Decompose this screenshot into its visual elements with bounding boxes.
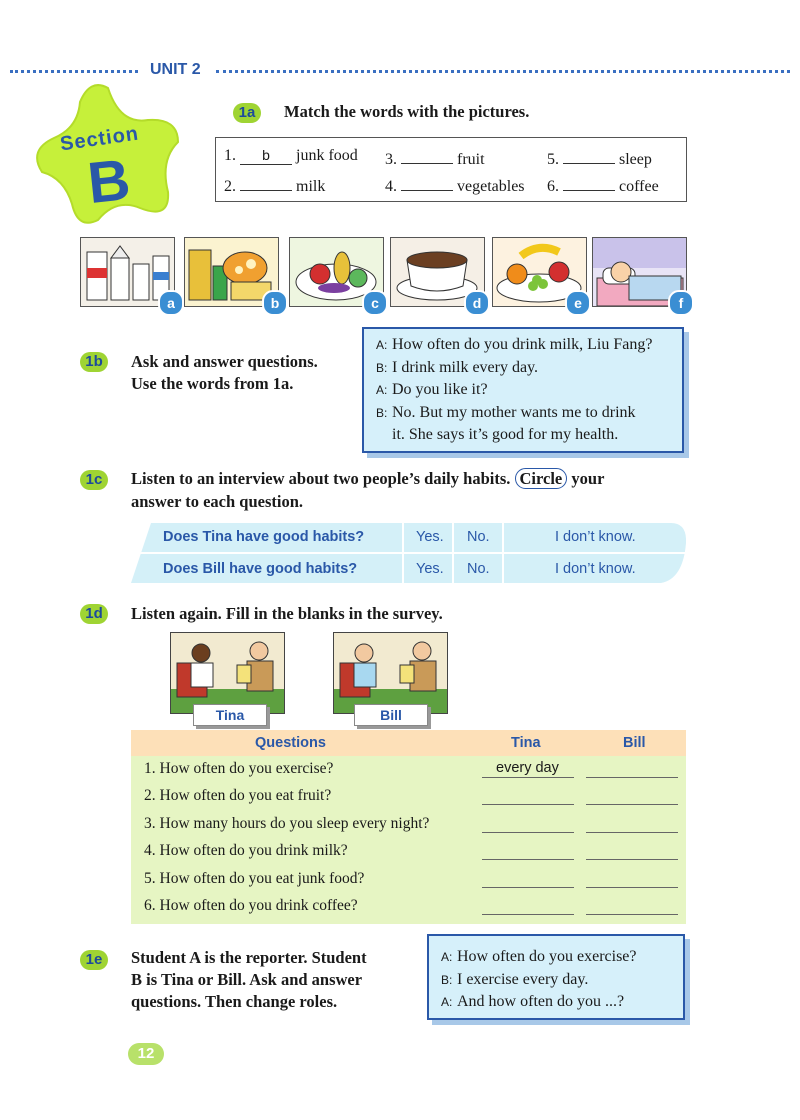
- survey-header-questions: Questions: [255, 735, 326, 751]
- survey-header-bill: Bill: [623, 735, 646, 751]
- survey-line-bill-5[interactable]: [586, 887, 678, 888]
- caption-bill: Bill: [354, 704, 428, 726]
- survey-question-5: 5. How often do you eat junk food?: [144, 870, 365, 887]
- match-blank-6[interactable]: [563, 174, 615, 191]
- match-item-2: 2. milk: [224, 174, 325, 196]
- survey-line-tina-1[interactable]: [482, 777, 574, 778]
- option-no-bill[interactable]: No.: [467, 561, 490, 577]
- habits-row-bill: [131, 555, 685, 584]
- picture-label-c: c: [362, 290, 388, 316]
- match-item-5: 5. sleep: [547, 147, 652, 169]
- survey-question-3: 3. How many hours do you sleep every night?: [144, 815, 430, 832]
- option-yes-tina[interactable]: Yes.: [416, 529, 444, 545]
- exercise-1b-instruction-1: Ask and answer questions.: [131, 352, 318, 371]
- survey-question-1: 1. How often do you exercise?: [144, 760, 334, 777]
- option-yes-bill[interactable]: Yes.: [416, 561, 444, 577]
- match-blank-2[interactable]: [240, 174, 292, 191]
- match-blank-1[interactable]: b: [240, 148, 292, 165]
- survey-line-tina-6[interactable]: [482, 914, 574, 915]
- survey-line-bill-3[interactable]: [586, 832, 678, 833]
- match-blank-4[interactable]: [401, 174, 453, 191]
- picture-bill-interview: [333, 632, 448, 714]
- exercise-1e-instruction-2: B is Tina or Bill. Ask and answer: [131, 970, 363, 989]
- exercise-1b-badge: 1b: [80, 352, 108, 372]
- exercise-1c-instruction-2: answer to each question.: [131, 492, 304, 511]
- section-word: Section: [58, 122, 141, 156]
- tina-interview-icon: [171, 633, 284, 713]
- match-item-4: 4. vegetables: [385, 174, 525, 196]
- picture-tina-interview: [170, 632, 285, 714]
- survey-line-bill-4[interactable]: [586, 859, 678, 860]
- survey-line-bill-2[interactable]: [586, 804, 678, 805]
- exercise-1b-instruction-2: Use the words from 1a.: [131, 374, 294, 393]
- dialog-1b: A: How often do you drink milk, Liu Fang? B: I drink milk every day. A: Do you like it? B: No. But my mother wants me to drink it. She says it’s good for my health.: [362, 327, 684, 453]
- picture-label-e: e: [565, 290, 591, 316]
- survey-header-tina: Tina: [511, 735, 541, 751]
- habits-question-tina: Does Tina have good habits?: [163, 529, 365, 545]
- exercise-1e-instruction-3: questions. Then change roles.: [131, 992, 338, 1011]
- exercise-1e-instruction-1: Student A is the reporter. Student: [131, 948, 367, 967]
- survey-line-tina-2[interactable]: [482, 804, 574, 805]
- exercise-1a-instruction: Match the words with the pictures.: [284, 102, 530, 121]
- match-item-6: 6. coffee: [547, 174, 659, 196]
- picture-label-b: b: [262, 290, 288, 316]
- exercise-1a-badge: 1a: [233, 103, 261, 123]
- unit-label: UNIT 2: [150, 61, 201, 78]
- picture-label-d: d: [464, 290, 490, 316]
- page-number: 12: [128, 1043, 164, 1065]
- exercise-1d-instruction: Listen again. Fill in the blanks in the survey.: [131, 604, 443, 623]
- exercise-1c-instruction-1: Listen to an interview about two people’s daily habits. Circle your: [131, 469, 605, 488]
- match-blank-3[interactable]: [401, 147, 453, 164]
- survey-answer-tina-1[interactable]: every day: [496, 760, 559, 776]
- picture-label-f: f: [668, 290, 694, 316]
- header-dots-left: [10, 70, 138, 73]
- bill-interview-icon: [334, 633, 447, 713]
- match-item-3: 3. fruit: [385, 147, 485, 169]
- option-unknown-bill[interactable]: I don’t know.: [555, 561, 636, 577]
- circle-word: Circle: [515, 468, 568, 489]
- match-item-1: 1. b junk food: [224, 147, 358, 164]
- exercise-1e-badge: 1e: [80, 950, 108, 970]
- header-dots-right: [216, 70, 790, 73]
- survey-header: [131, 730, 686, 756]
- survey-question-2: 2. How often do you eat fruit?: [144, 787, 332, 804]
- survey-line-bill-1[interactable]: [586, 777, 678, 778]
- exercise-1c-badge: 1c: [80, 470, 108, 490]
- survey-question-4: 4. How often do you drink milk?: [144, 842, 348, 859]
- habits-row-tina: [131, 523, 685, 552]
- exercise-1d-badge: 1d: [80, 604, 108, 624]
- option-unknown-tina[interactable]: I don’t know.: [555, 529, 636, 545]
- option-no-tina[interactable]: No.: [467, 529, 490, 545]
- survey-line-tina-3[interactable]: [482, 832, 574, 833]
- match-blank-5[interactable]: [563, 147, 615, 164]
- survey-line-tina-5[interactable]: [482, 887, 574, 888]
- survey-line-tina-4[interactable]: [482, 859, 574, 860]
- dialog-1e: A: How often do you exercise? B: I exercise every day. A: And how often do you ...?: [427, 934, 685, 1020]
- habits-question-bill: Does Bill have good habits?: [163, 561, 358, 577]
- survey-question-6: 6. How often do you drink coffee?: [144, 897, 358, 914]
- section-letter: B: [84, 146, 134, 217]
- survey-line-bill-6[interactable]: [586, 914, 678, 915]
- caption-tina: Tina: [193, 704, 267, 726]
- picture-label-a: a: [158, 290, 184, 316]
